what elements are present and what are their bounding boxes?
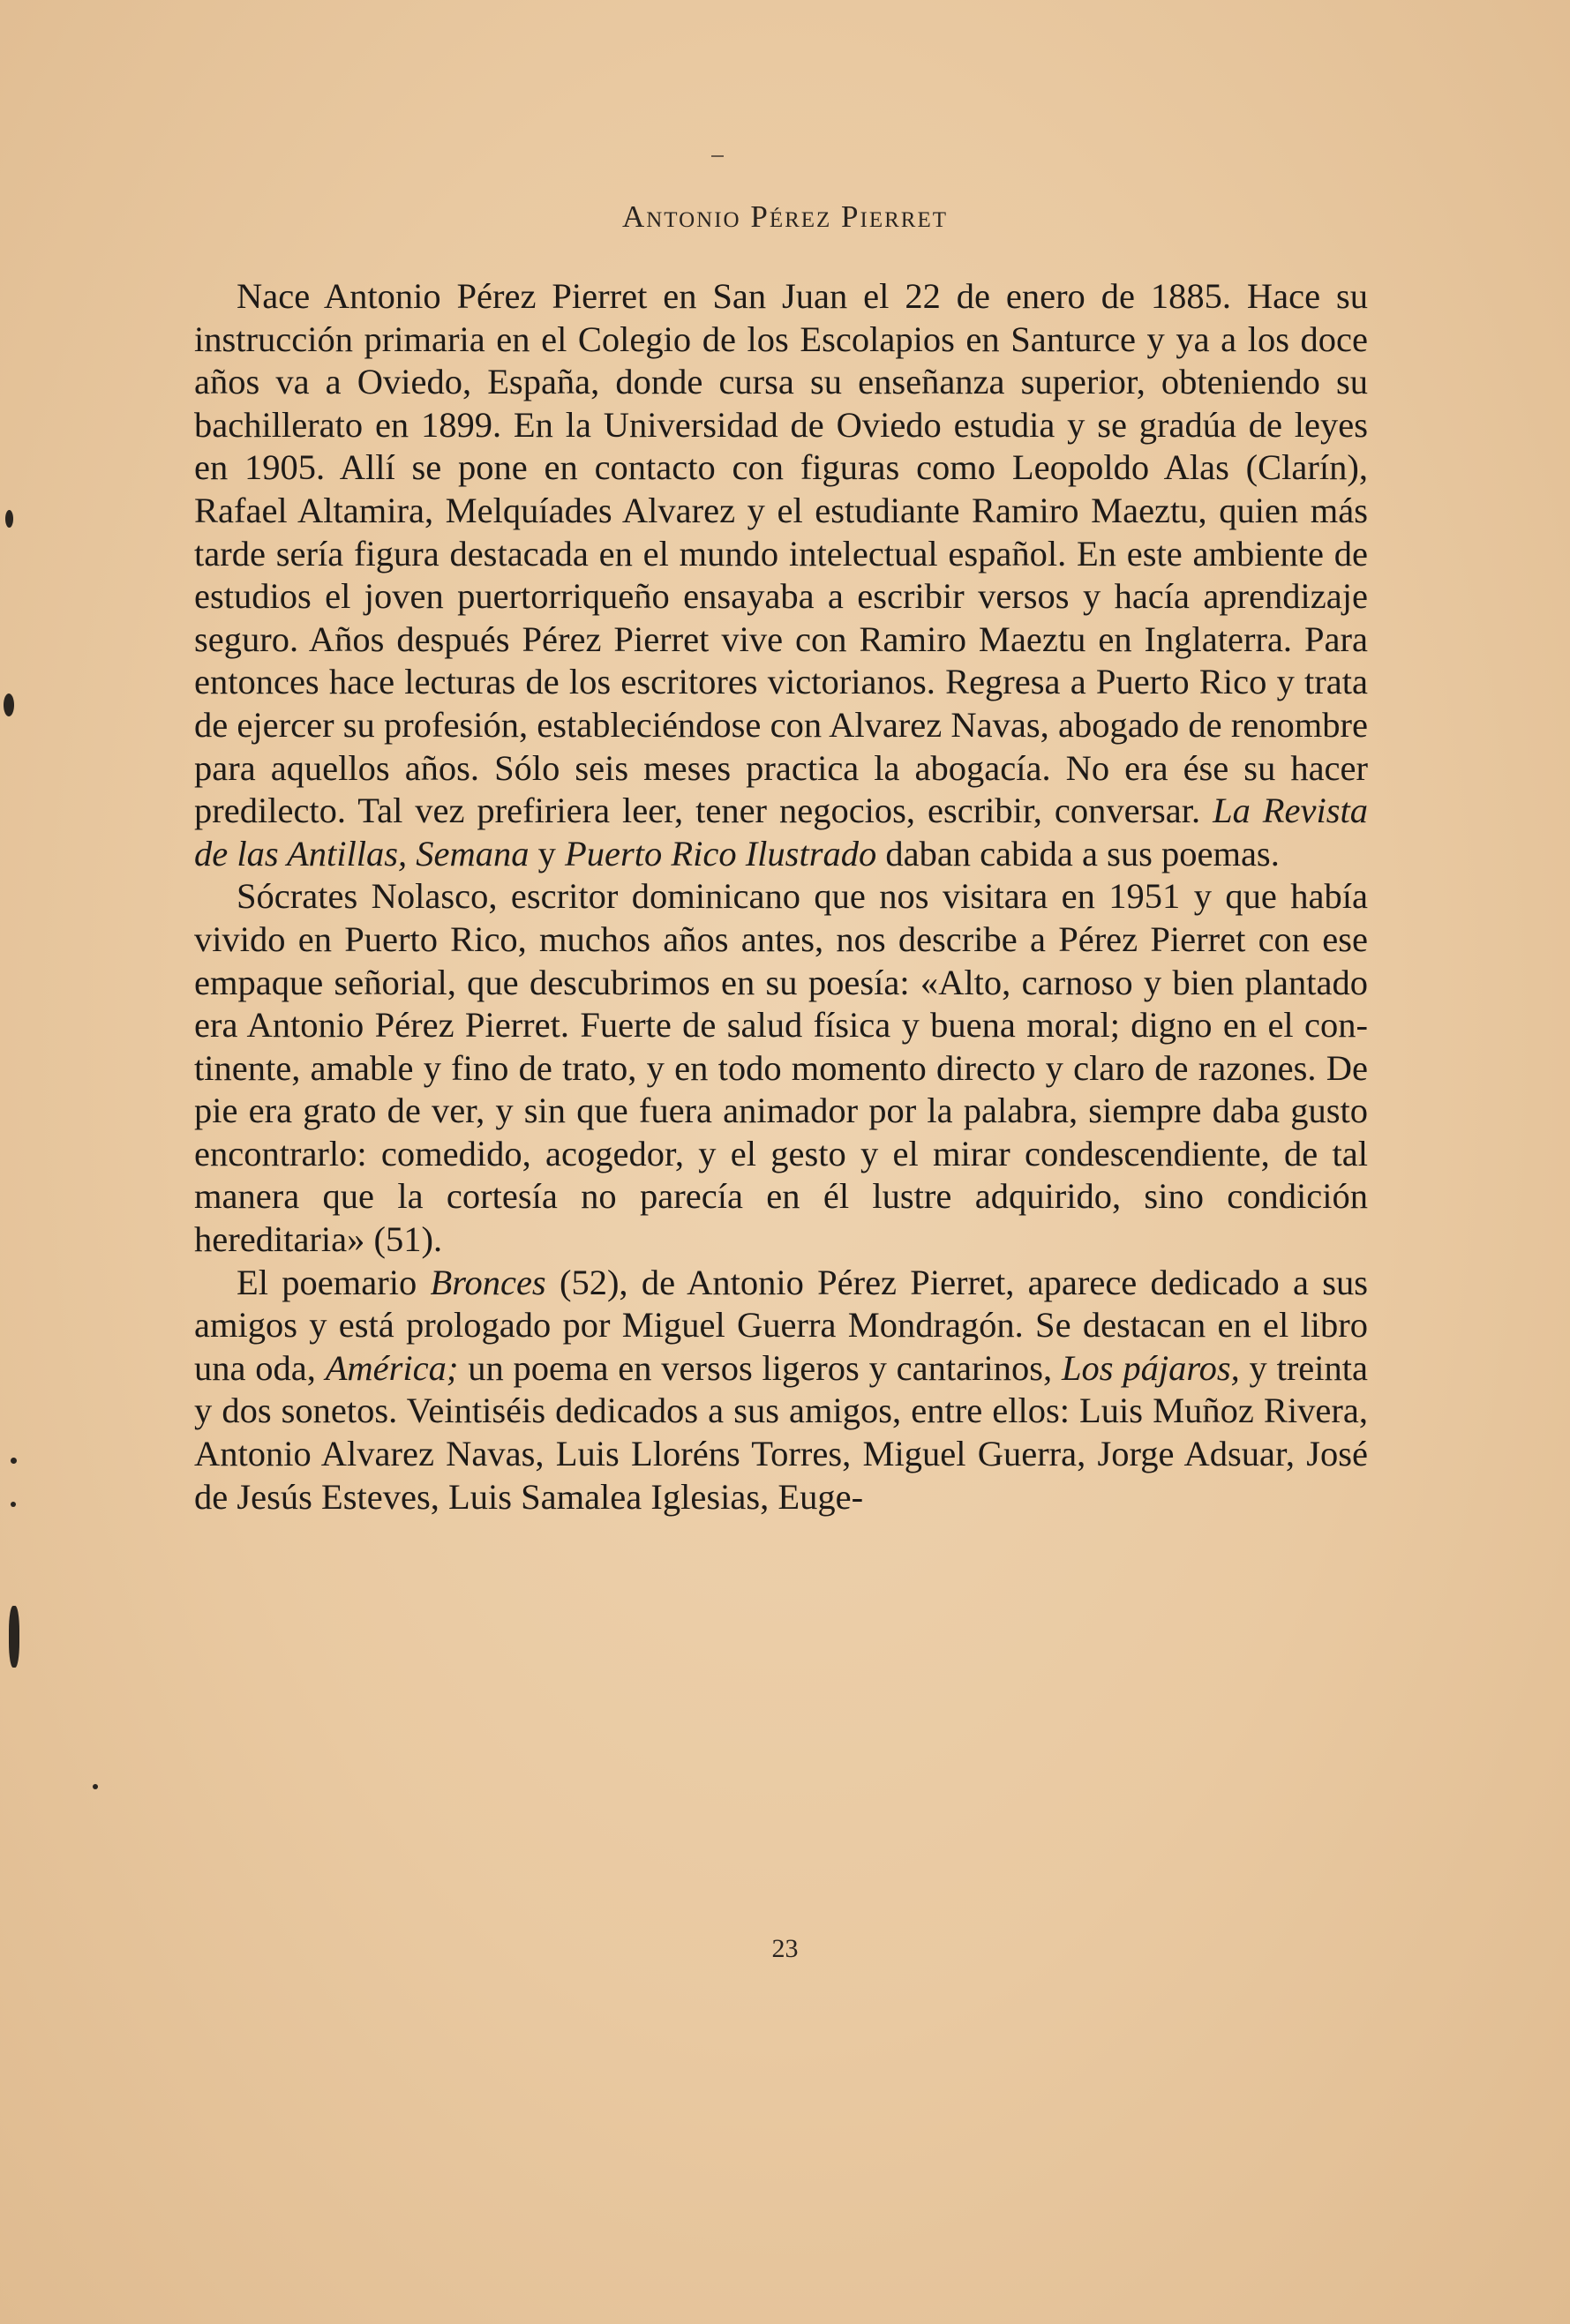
- italic-title-run: Bronces: [430, 1262, 546, 1302]
- italic-title-run: La Revista de las Antillas, Semana: [194, 791, 1368, 873]
- text-run: un poema en versos ligeros y cantarinos,: [458, 1347, 1062, 1388]
- paragraph-1: [194, 275, 1368, 875]
- text-run: daban cabida a sus poemas.: [876, 833, 1280, 873]
- text-run: (52), de Antonio Pérez Pierret, aparece dedicado a sus amigos y está prologado por Miguel Guerra Mondragón. Se destacan en el libro una oda,: [194, 1262, 1368, 1388]
- scan-speck: [11, 1458, 17, 1464]
- page-number: 23: [771, 1934, 799, 1963]
- body-text: [194, 275, 1368, 1518]
- italic-title-run: Puerto Rico Ilustrado: [565, 833, 877, 873]
- scan-speck: [11, 1502, 16, 1507]
- text-run: y: [529, 833, 565, 873]
- text-run: Sócrates Nolasco, escritor dominicano que nos visitara en 1951 y que había vivido en Puerto Rico, muchos años antes, nos describe a Pérez Pierret con ese empaque señorial, que descubrimos en su poesía: «Alto, carnoso y bien plantado era Antonio Pérez Pierret. Fuerte de salud física y buena moral; digno en el continente, amable y fino de trato, y en todo momento directo y claro de razones. De pie era grato de ver, y sin que fuera animador por la palabra, siempre daba gusto encontrarlo: comedido, acogedor, y el gesto y el mirar condescendiente, de tal manera que la cortesía no parecía en él lustre adquirido, sino condición hereditaria» (51).: [194, 876, 1368, 1260]
- italic-title-run: América;: [325, 1347, 459, 1388]
- paragraph-3: [194, 1262, 1368, 1519]
- scan-speck: [93, 1784, 98, 1789]
- italic-title-run: Los pájaros,: [1061, 1347, 1240, 1388]
- scan-speck: [9, 1606, 19, 1668]
- running-head: Antonio Pérez Pierret: [621, 199, 949, 234]
- header-dash: [711, 155, 724, 157]
- paragraph-2: [194, 875, 1368, 1261]
- text-run: El poemario: [237, 1262, 431, 1302]
- text-run: y treinta y dos sonetos. Veintiséis dedicados a sus amigos, entre ellos: Luis Muñoz Rivera, Antonio Alvarez Navas, Luis Lloréns Torres, Miguel Guerra, Jorge Adsuar, José de Jesús Esteves, Luis Samalea Iglesias, Euge-: [194, 1347, 1369, 1517]
- text-run: Nace Antonio Pérez Pierret en San Juan el 22 de enero de 1885. Hace su instrucción primaria en el Colegio de los Escolapios en Santurce y ya a los doce años va a Oviedo, España, donde cursa su enseñanza superior, obteniendo su bachillerato en 1899. En la Universidad de Oviedo estudia y se gradúa de leyes en 1905. Allí se pone en contacto con figuras como Leopoldo Alas (Clarín), Rafael Altamira, Melquíades Alvarez y el estudiante Ramiro Maeztu, quien más tarde sería figura destacada en el mundo intelectual español. En este ambiente de estudios el joven puertorriqueño ensayaba a escribir versos y hacía aprendizaje seguro. Años después Pérez Pierret vive con Ramiro Maeztu en Inglaterra. Para entonces hace lecturas de los escritores victorianos. Regresa a Puerto Rico y trata de ejercer su profesión, estableciéndose con Alvarez Navas, abogado de renombre para aquellos años. Sólo seis meses practica la abogacía. No era ése su hacer predilecto. Tal vez prefiriera leer, tener negocios, escribir, conversar.: [194, 276, 1368, 831]
- scan-speck: [4, 693, 14, 716]
- scan-speck: [5, 510, 13, 528]
